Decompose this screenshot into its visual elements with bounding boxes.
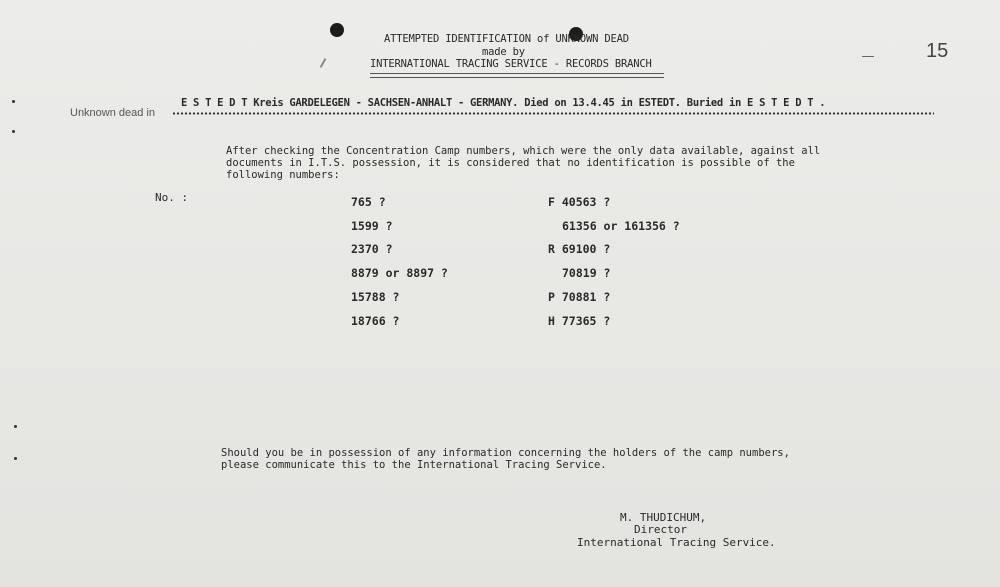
camp-number-left-2: 1599 ? <box>351 219 393 233</box>
camp-number-right-5: P 70881 ? <box>548 290 611 304</box>
header-underline <box>370 73 664 78</box>
signature-title: Director <box>634 523 687 536</box>
intro-line-1: After checking the Concentration Camp numbers, which were the only data available, against all <box>226 145 821 157</box>
margin-mark <box>12 100 15 103</box>
header-organization: INTERNATIONAL TRACING SERVICE - RECORDS BRANCH <box>370 58 652 70</box>
intro-line-2: documents in I.T.S. possession, it is considered that no identification is possible of the <box>226 157 795 169</box>
signature-organization: International Tracing Service. <box>577 536 776 549</box>
camp-number-right-6: H 77365 ? <box>548 314 611 328</box>
punch-hole-left <box>330 23 344 37</box>
header-title: ATTEMPTED IDENTIFICATION of UNKNOWN DEAD <box>384 33 629 45</box>
camp-number-left-1: 765 ? <box>351 195 386 209</box>
header-made-by: made by <box>482 46 525 58</box>
camp-number-left-3: 2370 ? <box>351 242 393 256</box>
signature-name: M. THUDICHUM, <box>620 511 707 524</box>
camp-number-right-3: R 69100 ? <box>548 242 611 256</box>
camp-number-left-5: 15788 ? <box>351 290 400 304</box>
page-number: 15 <box>926 40 949 62</box>
number-list-label: No. : <box>155 191 189 204</box>
margin-mark <box>14 457 17 460</box>
camp-number-right-4: 70819 ? <box>562 266 611 280</box>
dotted-fill-line <box>172 112 934 115</box>
unknown-dead-label: Unknown dead in <box>70 107 156 119</box>
camp-number-left-4: 8879 or 8897 ? <box>351 266 448 280</box>
pen-mark <box>320 58 327 68</box>
camp-number-right-1: F 40563 ? <box>548 195 611 209</box>
margin-mark <box>14 425 17 428</box>
request-line-1: Should you be in possession of any information concerning the holders of the camp numbers, <box>221 447 790 459</box>
camp-number-right-2: 61356 or 161356 ? <box>562 219 680 233</box>
intro-line-3: following numbers: <box>226 169 340 181</box>
dead-location-line: E S T E D T Kreis GARDELEGEN - SACHSEN-ANHALT - GERMANY. Died on 13.4.45 in ESTEDT. Buried in E S T E D T . <box>181 97 826 109</box>
camp-number-left-6: 18766 ? <box>351 314 400 328</box>
pen-dash-mark <box>862 56 874 57</box>
request-line-2: please communicate this to the International Tracing Service. <box>221 459 607 471</box>
margin-mark <box>12 130 15 133</box>
